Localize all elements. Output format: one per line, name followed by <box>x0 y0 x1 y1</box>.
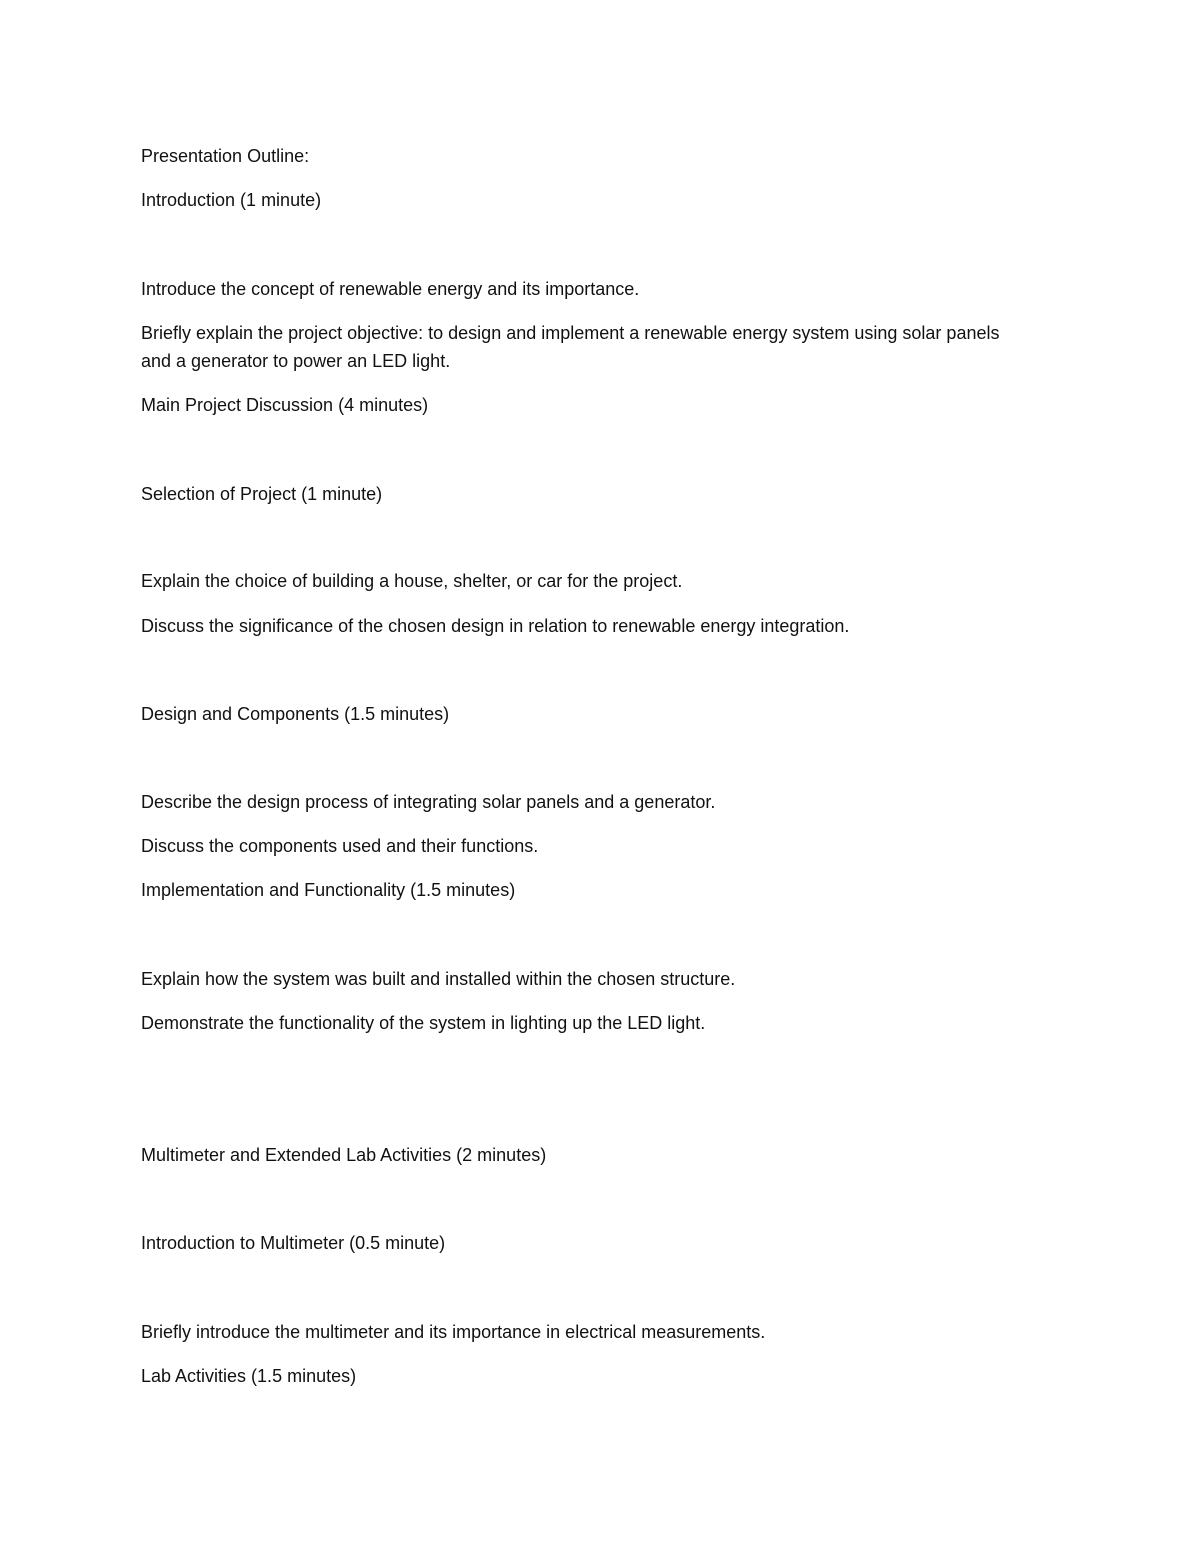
outline-item: Describe the design process of integrating solar panels and a generator. <box>141 792 716 812</box>
subsection-heading-intro-multimeter: Introduction to Multimeter (0.5 minute) <box>141 1233 446 1253</box>
section-heading-introduction: Introduction (1 minute) <box>141 190 322 210</box>
outline-item: Explain the choice of building a house, shelter, or car for the project. <box>141 571 683 591</box>
outline-item: Briefly introduce the multimeter and its importance in electrical measurements. <box>141 1322 766 1342</box>
subsection-heading-lab-activities: Lab Activities (1.5 minutes) <box>141 1366 357 1386</box>
outline-item: Discuss the components used and their functions. <box>141 836 539 856</box>
subsection-heading-selection: Selection of Project (1 minute) <box>141 484 383 504</box>
outline-item: Briefly explain the project objective: to design and implement a renewable energy system using solar panels and a generator to power an LED light. <box>141 323 1000 371</box>
section-heading-multimeter: Multimeter and Extended Lab Activities (2 minutes) <box>141 1145 547 1165</box>
subsection-heading-implementation: Implementation and Functionality (1.5 minutes) <box>141 880 516 900</box>
section-heading-main-discussion: Main Project Discussion (4 minutes) <box>141 395 429 415</box>
subsection-heading-design: Design and Components (1.5 minutes) <box>141 704 450 724</box>
outline-item: Introduce the concept of renewable energy and its importance. <box>141 279 640 299</box>
outline-item: Explain how the system was built and installed within the chosen structure. <box>141 969 736 989</box>
outline-item: Discuss the significance of the chosen design in relation to renewable energy integration. <box>141 616 850 636</box>
outline-item: Demonstrate the functionality of the system in lighting up the LED light. <box>141 1013 706 1033</box>
outline-title: Presentation Outline: <box>141 146 310 166</box>
